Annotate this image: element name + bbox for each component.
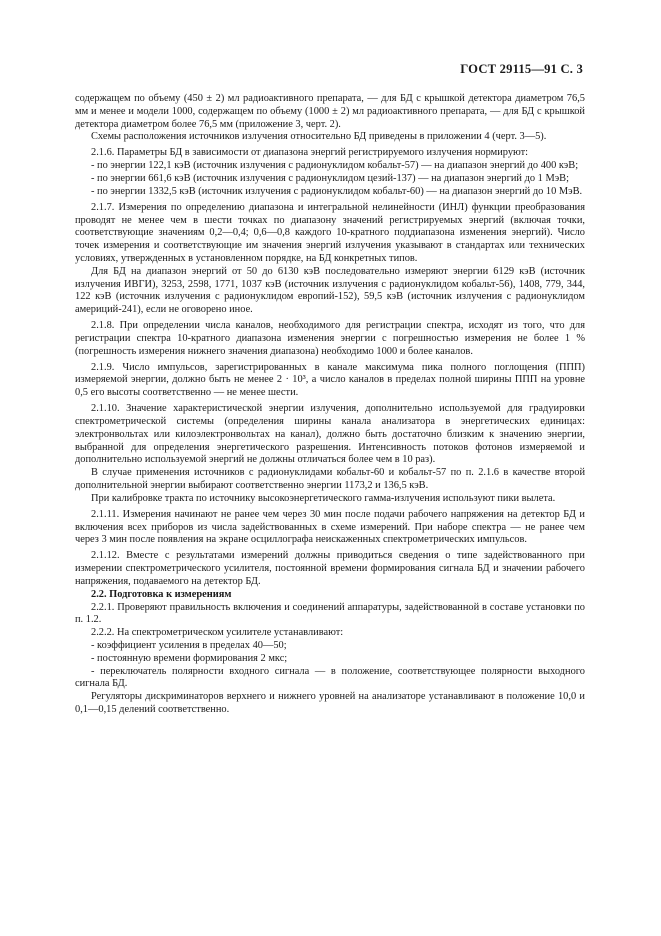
paragraph: 2.1.11. Измерения начинают не ранее чем через 30 мин после подачи рабочего напряжения на детектор БД и включения всех приборов из числа задействованных в схеме измерений. При наборе спектра — не ранее чем через 3 мин после появления на экране осциллографа неискаженных спектрометрических импульсов. xyxy=(75,508,585,546)
paragraph: В случае применения источников с радионуклидами кобальт-60 и кобальт-57 по п. 2.1.6 в качестве второй дополнительной энергии выбирают соответственно энергии 1173,2 и 136,5 кэВ. xyxy=(75,467,585,492)
paragraph: 2.1.12. Вместе с результатами измерений должны приводиться сведения о типе задействованного при измерении спектрометрического усилителя, постоянной времени формирования сигнала БД и значении рабочего напряжения, подаваемого на детектор БД. xyxy=(75,550,585,587)
paragraph: содержащем по объему (450 ± 2) мл радиоактивного препарата, — для БД с крышкой детектора диаметром 76,5 мм и менее и модели 1000, содержащем по объему (1000 ± 2) мл радиоактивного препарата, — для БД с крышкой детектора диаметром более 76,5 мм (приложение 3, черт. 2). xyxy=(75,93,585,130)
list-item: - по энергии 661,6 кэВ (источник излучения с радионуклидом цезий-137) — на диапазон энергий до 1 МэВ; xyxy=(91,172,569,184)
list-item: - переключатель полярности входного сигнала — в положение, соответствующее полярности выходного сигнала БД. xyxy=(75,665,585,690)
paragraph: 2.1.7. Измерения по определению диапазона и интегральной нелинейности (ИНЛ) функции преобразования проводят не менее чем в шести точках по диапазону значений регистрируемых энергий (включая точки, соответствующие значениям 0,2—0,4; 0,6—0,8 каждого 10-кратного поддиапазона изменения энергий). Число точек измерения и соответствующие им значения энергий излучения указывают в стандартах или технических условиях, утвержденных в установленном порядке, на БД конкретных типов. xyxy=(75,201,585,264)
paragraph: Для БД на диапазон энергий от 50 до 6130 кэВ последовательно измеряют энергии 6129 кэВ (источник излучения ИВГИ), 3253, 2598, 1771, 1037 кэВ (источник излучения с радионуклидом кобальт-56), 1408, 779, 344, 122 кэВ (источник излучения с радионуклидом европий-152), 59,5 кэВ (источник излучения с радионуклидом америций-241), если не оговорено иное. xyxy=(75,265,585,316)
paragraph: 2.1.9. Число импульсов, зарегистрированных в канале максимума пика полного поглощения (ППП) измеряемой энергии, должно быть не менее 2 · 10³, а число каналов в пределах полной ширины ППП на уровне 0,5 его высоты соответственно — не менее шести. xyxy=(75,361,585,399)
paragraph: Схемы расположения источников излучения относительно БД приведены в приложении 4 (черт. 3—5). xyxy=(91,131,547,143)
paragraph: 2.1.8. При определении числа каналов, необходимого для регистрации спектра, исходят из того, что для регистрации спектра 10-кратного диапазона изменения энергии с погрешностью измерения не более 1 % (погрешность измерения нижнего значения диапазона) необходимо 1000 и более каналов. xyxy=(75,320,585,357)
page-header: ГОСТ 29115—91 С. 3 xyxy=(460,62,583,76)
body-text xyxy=(75,93,585,717)
list-item: - постоянную времени формирования 2 мкс; xyxy=(91,652,288,664)
list-item: - по энергии 122,1 кэВ (источник излучения с радионуклидом кобальт-57) — на диапазон энергий до 400 кэВ; xyxy=(91,160,579,172)
paragraph: При калибровке тракта по источнику высокоэнергетического гамма-излучения используют пики вылета. xyxy=(91,492,556,504)
list-item: - по энергии 1332,5 кэВ (источник излучения с радионуклидом кобальт-60) — на диапазон энергий до 10 МэВ. xyxy=(91,185,583,197)
list-item: - коэффициент усиления в пределах 40—50; xyxy=(91,639,287,651)
paragraph: 2.1.10. Значение характеристической энергии излучения, дополнительно используемой для градуировки спектрометрической системы (определения ширины канала анализатора в энергетических единицах: электронвольтах или килоэлектронвольтах на канал), должно быть достаточно близким к значению энергии, выбранной для определения энергетического разрешения. Интенсивность потоков фотонов измеряемой и дополнительно используемой энергий не должны отличаться более чем в 10 раз). xyxy=(75,403,585,466)
section-heading: 2.2. Подготовка к измерениям xyxy=(91,588,232,600)
paragraph: 2.2.1. Проверяют правильность включения и соединений аппаратуры, задействованной в составе установки по п. 1.2. xyxy=(75,601,585,626)
paragraph: Регуляторы дискриминаторов верхнего и нижнего уровней на анализаторе устанавливают в положение 10,0 и 0,1—0,15 делений соответственно. xyxy=(75,691,585,715)
paragraph: 2.2.2. На спектрометрическом усилителе устанавливают: xyxy=(91,627,344,639)
paragraph: 2.1.6. Параметры БД в зависимости от диапазона энергий регистрируемого излучения нормируют: xyxy=(91,147,529,159)
